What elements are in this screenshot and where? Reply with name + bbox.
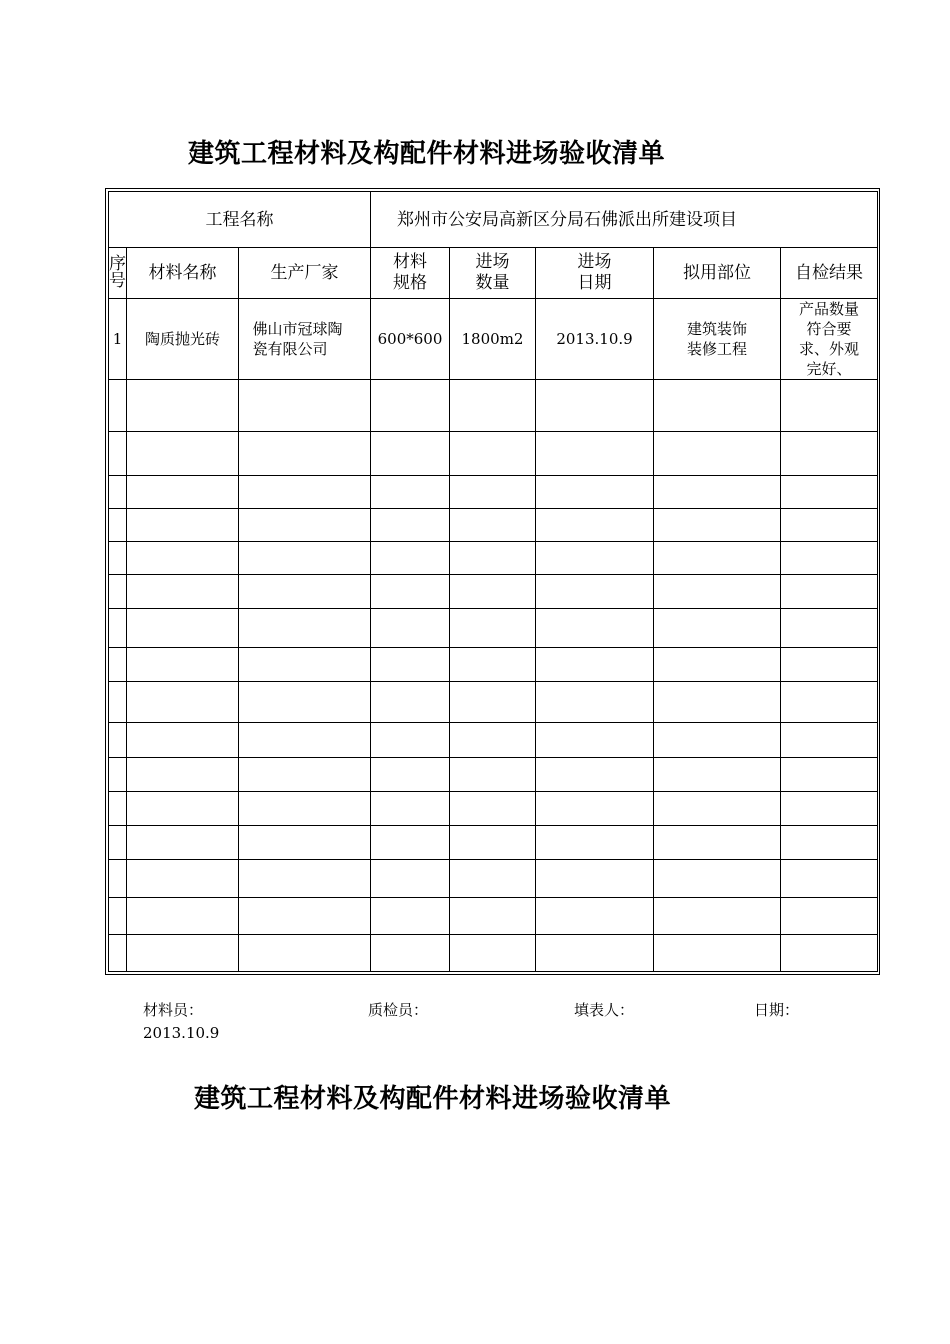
cell-check: 产品数量符合要求、外观完好、: [781, 299, 878, 380]
material-clerk-label: 材料员：: [143, 1001, 204, 1019]
table-row: [109, 825, 878, 859]
table-row: [109, 897, 878, 934]
table-row: [109, 609, 878, 647]
table-row: [109, 722, 878, 757]
header-spec: 材料规格: [371, 248, 450, 299]
header-row: [109, 248, 878, 299]
table-row: [109, 934, 878, 971]
cell-material: 陶质抛光砖: [127, 299, 239, 380]
table-row: [109, 380, 878, 432]
table-row: [109, 757, 878, 791]
cell-usage: 建筑装饰装修工程: [654, 299, 781, 380]
table-row: [109, 681, 878, 722]
table-row: [109, 575, 878, 609]
header-date: 进场日期: [536, 248, 654, 299]
table-row: [109, 432, 878, 476]
cell-qty: 1800m2: [450, 299, 536, 380]
document-title: 建筑工程材料及构配件材料进场验收清单: [188, 139, 666, 169]
acceptance-table-frame: [105, 188, 880, 975]
table-row: [109, 859, 878, 897]
cell-spec: 600*600: [371, 299, 450, 380]
cell-maker: 佛山市冠球陶瓷有限公司: [239, 299, 371, 380]
table-row: [109, 791, 878, 825]
table-row: [109, 542, 878, 575]
cell-seq: 1: [109, 299, 127, 380]
header-seq: 序号: [109, 248, 127, 299]
header-maker: 生产厂家: [239, 248, 371, 299]
table-row: [109, 476, 878, 509]
project-name-value: 郑州市公安局高新区分局石佛派出所建设项目: [371, 192, 878, 248]
header-usage: 拟用部位: [654, 248, 781, 299]
header-material: 材料名称: [127, 248, 239, 299]
footer-date-value: 2013.10.9: [143, 1024, 220, 1042]
table-row: [109, 299, 878, 380]
document-title-repeat: 建筑工程材料及构配件材料进场验收清单: [194, 1084, 672, 1114]
table-row: [109, 509, 878, 542]
header-check: 自检结果: [781, 248, 878, 299]
project-row: [109, 192, 878, 248]
date-label: 日期：: [754, 1001, 800, 1019]
project-name-label: 工程名称: [109, 192, 371, 248]
cell-date: 2013.10.9: [536, 299, 654, 380]
inspector-label: 质检员：: [368, 1001, 429, 1019]
header-qty: 进场数量: [450, 248, 536, 299]
filler-label: 填表人：: [574, 1001, 635, 1019]
table-row: [109, 647, 878, 681]
acceptance-table: [108, 191, 878, 972]
